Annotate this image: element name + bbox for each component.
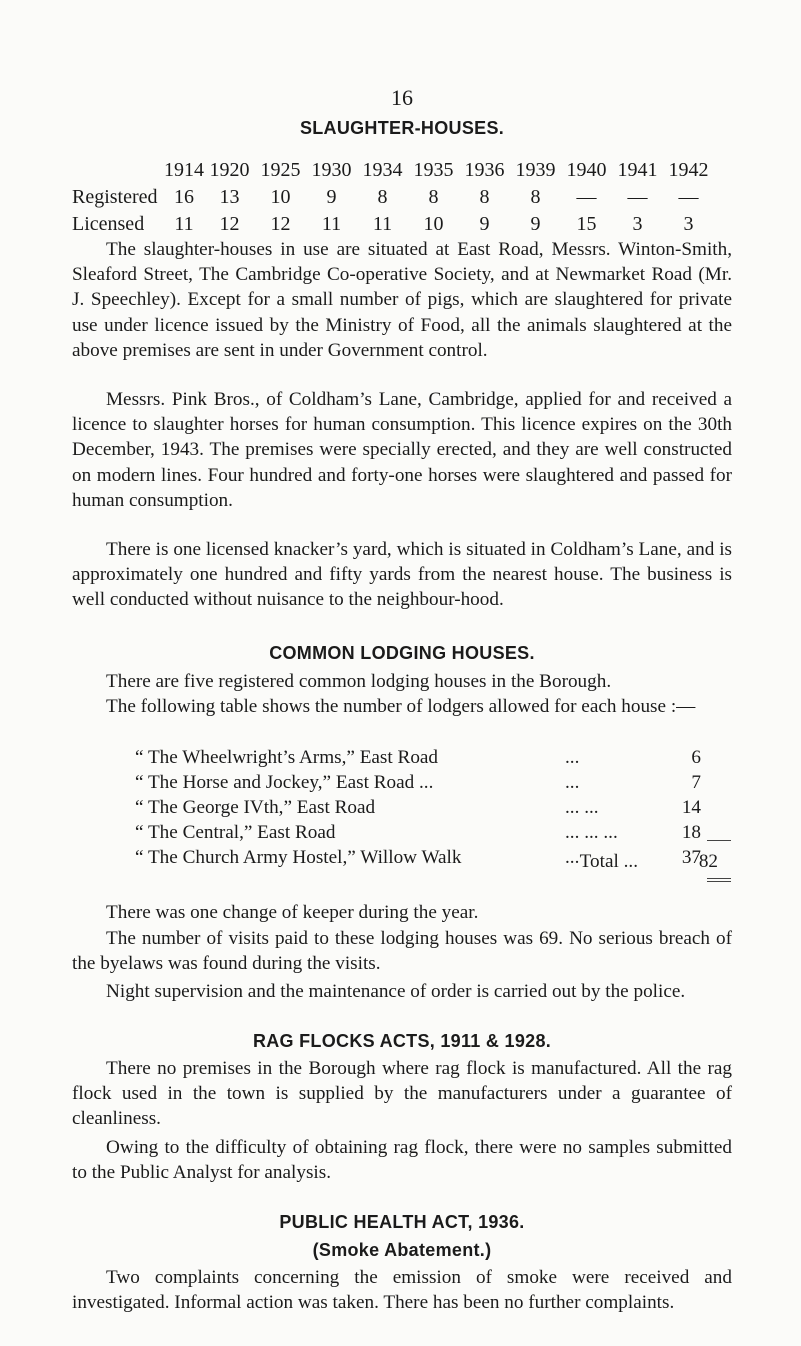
list-item (135, 820, 732, 845)
value-cell: 11 (321, 213, 342, 235)
leader-dots: ... (565, 772, 580, 793)
value-cell: 9 (326, 186, 337, 208)
double-rule (707, 881, 731, 882)
house-name: “ The Wheelwright’s Arms,” East Road (135, 747, 439, 768)
year-cell: 1925 (260, 159, 301, 181)
year-cell: 1942 (668, 159, 709, 181)
total-label: Total ... (579, 851, 638, 872)
list-item (135, 795, 732, 820)
house-name: “ The Horse and Jockey,” East Road ... (135, 772, 434, 793)
public-health-heading: PUBLIC HEALTH ACT, 1936. (279, 1212, 525, 1232)
value-cell: 12 (270, 213, 291, 235)
paragraph-text: There are five registered common lodging houses in the Borough. (106, 671, 612, 692)
house-name: “ The Central,” East Road (135, 822, 336, 843)
house-name: “ The George IVth,” East Road (135, 797, 376, 818)
value-cell: 12 (219, 213, 240, 235)
lodger-count: 7 (691, 772, 701, 793)
value-cell: — (576, 186, 597, 208)
slaughter-houses-heading: SLAUGHTER-HOUSES. (299, 118, 505, 138)
lodger-count: 18 (681, 822, 701, 843)
lodging-paragraph-4 (72, 926, 732, 976)
year-cell: 1941 (617, 159, 658, 181)
list-item (135, 745, 732, 770)
value-cell: 9 (530, 213, 541, 235)
year-cell: 1939 (515, 159, 556, 181)
value-cell: 8 (377, 186, 388, 208)
lodger-count: 37 (681, 847, 701, 868)
registered-row (72, 184, 714, 211)
total-value: 82 (698, 851, 718, 872)
years-row (72, 157, 714, 184)
row-label: Registered (72, 186, 158, 208)
paragraph-text: The slaughter-houses in use are situated at East Road, Messrs. Winton-Smith, Sleaford Street, The Cambridge Co-operative Society, and at Newmarket Road (Mr. J. Speechley). Except for a small number of pigs, which are slaughtered for private use under licence issued by the Ministry of Food, all the animals slaughtered at the above premises are sent in under Government control. (72, 239, 732, 361)
year-cell: 1914 (164, 159, 204, 181)
value-cell: 10 (423, 213, 444, 235)
lodger-count: 6 (691, 747, 701, 768)
list-item (135, 770, 732, 795)
lodging-paragraph-3 (72, 900, 732, 925)
total-rule (707, 840, 731, 841)
row-label: Licensed (72, 213, 145, 235)
lodging-house-list (135, 745, 732, 870)
slaughter-paragraph-2 (72, 387, 732, 513)
paragraph-text: The following table shows the number of lodgers allowed for each house :— (106, 696, 696, 717)
year-cell: 1920 (209, 159, 250, 181)
leader-dots: ... (565, 747, 580, 768)
double-rule (707, 878, 731, 879)
paragraph-text: There is one licensed knacker’s yard, which is situated in Coldham’s Lane, and is approximately one hundred and fifty yards from the nearest house. The business is well conducted without nuisance to the neighbour-hood. (72, 539, 732, 611)
page-number: 16 (391, 85, 413, 110)
value-cell: 8 (479, 186, 490, 208)
value-cell: 8 (428, 186, 439, 208)
value-cell: 11 (372, 213, 393, 235)
paragraph-text: Messrs. Pink Bros., of Coldham’s Lane, Cambridge, applied for and received a licence to slaughter horses for human consumption. This licence expires on the 30th December, 1943. The premises were specially erected, and they are well constructed on modern lines. Four hundred and forty-one horses were slaughtered and passed for human consumption. (72, 389, 732, 511)
house-name: “ The Church Army Hostel,” Willow Walk (135, 847, 462, 868)
paragraph-text: There was one change of keeper during the year. (106, 902, 479, 923)
public-health-paragraph (72, 1265, 732, 1315)
value-cell: 15 (576, 213, 597, 235)
year-cell: 1936 (464, 159, 505, 181)
rag-flocks-heading: RAG FLOCKS ACTS, 1911 & 1928. (252, 1031, 552, 1051)
leader-dots: ... ... ... (565, 822, 618, 843)
licensed-row (72, 211, 714, 238)
slaughter-houses-table (72, 157, 714, 238)
year-cell: 1940 (566, 159, 607, 181)
leader-dots: ... (565, 847, 580, 868)
paragraph-text: There no premises in the Borough where rag flock is manufactured. All the rag flock used in the town is supplied by the manufacturers under a guarantee of cleanliness. (72, 1058, 732, 1130)
value-cell: — (627, 186, 648, 208)
value-cell: 13 (219, 186, 240, 208)
public-health-subheading: (Smoke Abatement.) (312, 1240, 492, 1260)
total-row (385, 849, 732, 874)
year-cell: 1934 (362, 159, 403, 181)
value-cell: 9 (479, 213, 490, 235)
value-cell: 3 (683, 213, 694, 235)
year-cell: 1935 (413, 159, 454, 181)
paragraph-text: Two complaints concerning the emission of smoke were received and investigated. Informal action was taken. There has been no further complaints. (72, 1267, 732, 1314)
value-cell: 11 (174, 213, 194, 235)
slaughter-paragraph-1 (72, 237, 732, 363)
paragraph-text: The number of visits paid to these lodging houses was 69. No serious breach of the byelaws was found during the visits. (72, 928, 732, 975)
lodging-paragraph-1 (72, 669, 732, 694)
lodging-paragraph-5 (72, 979, 732, 1004)
lodging-heading: COMMON LODGING HOUSES. (269, 643, 535, 663)
paragraph-text: Owing to the difficulty of obtaining rag flock, there were no samples submitted to the Public Analyst for analysis. (72, 1137, 732, 1184)
slaughter-paragraph-3 (72, 537, 732, 613)
year-cell: 1930 (311, 159, 352, 181)
rag-paragraph-1 (72, 1056, 732, 1132)
lodging-paragraph-2 (72, 694, 732, 719)
paragraph-text: Night supervision and the maintenance of order is carried out by the police. (106, 981, 686, 1002)
lodger-count: 14 (681, 797, 701, 818)
value-cell: 16 (174, 186, 194, 208)
value-cell: 10 (270, 186, 291, 208)
leader-dots: ... ... (565, 797, 599, 818)
value-cell: — (678, 186, 699, 208)
value-cell: 8 (530, 186, 541, 208)
rag-paragraph-2 (72, 1135, 732, 1185)
value-cell: 3 (632, 213, 643, 235)
